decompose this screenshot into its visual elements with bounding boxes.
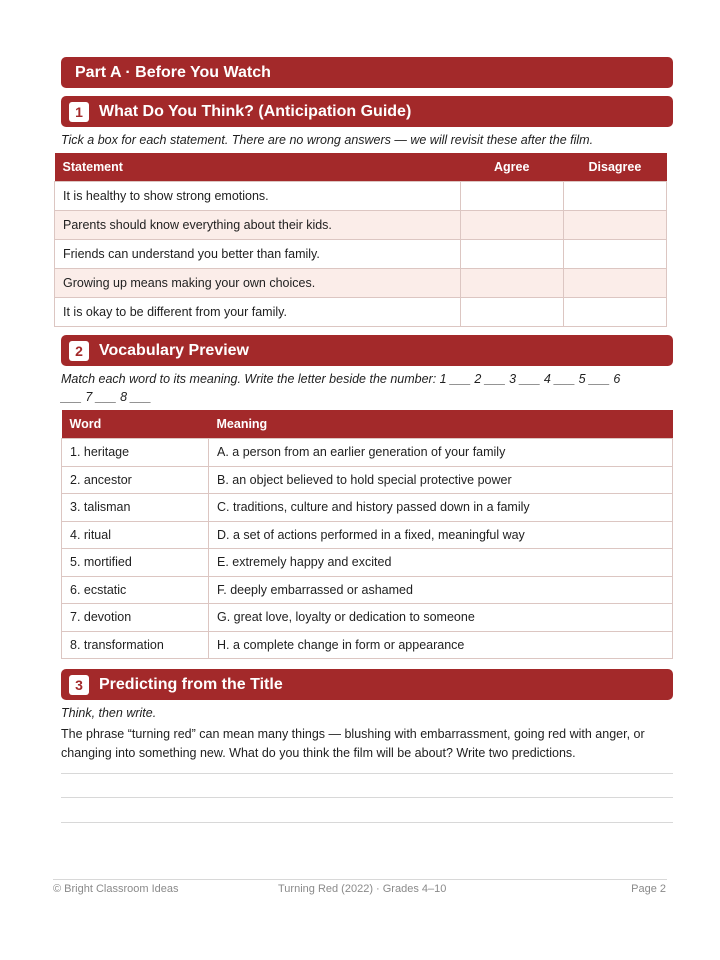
section-2-instructions-line2: ___ 7 ___ 8 ___ [61, 390, 152, 404]
disagree-box[interactable] [563, 269, 666, 298]
table-row [55, 182, 667, 211]
page-number: Page 2 [631, 883, 666, 895]
section-3-prompt: The phrase “turning red” can mean many things — blushing with embarrassment, going red with anger, or changing into something new. What do you think the film will be about? Write two predictions. [61, 727, 645, 760]
disagree-box[interactable] [563, 240, 666, 269]
table-row [62, 466, 673, 494]
word-cell: 5. mortified [62, 549, 209, 577]
meaning-cell: C. traditions, culture and history passed down in a family [209, 494, 673, 522]
table-row [62, 549, 673, 577]
writing-line[interactable] [61, 773, 673, 774]
word-cell: 6. ecstatic [62, 576, 209, 604]
table-row [55, 240, 667, 269]
disagree-box[interactable] [563, 182, 666, 211]
header-word: Word [62, 410, 209, 439]
word-cell: 2. ancestor [62, 466, 209, 494]
anticipation-table [54, 153, 667, 327]
section-1-header [61, 96, 673, 127]
word-cell: 7. devotion [62, 604, 209, 632]
table-row [55, 269, 667, 298]
table-row [55, 298, 667, 327]
section-3-title: Predicting from the Title [99, 675, 283, 693]
section-3-number: 3 [69, 675, 89, 695]
header-agree: Agree [460, 153, 563, 182]
vocabulary-table [61, 410, 673, 659]
word-cell: 1. heritage [62, 439, 209, 467]
statement-cell: Parents should know everything about their kids. [55, 211, 461, 240]
section-2-instructions-line1: Match each word to its meaning. Write the letter beside the number: 1 ___ 2 ___ 3 ___ 4 ___ 5 ___ 6 [61, 372, 621, 386]
header-statement: Statement [55, 153, 461, 182]
table-row [62, 631, 673, 659]
section-1-title: What Do You Think? (Anticipation Guide) [99, 102, 412, 120]
section-2-number: 2 [69, 341, 89, 361]
agree-box[interactable] [460, 240, 563, 269]
table-row [62, 494, 673, 522]
header-meaning: Meaning [209, 410, 673, 439]
table-row [62, 439, 673, 467]
word-cell: 3. talisman [62, 494, 209, 522]
statement-cell: Friends can understand you better than family. [55, 240, 461, 269]
word-cell: 8. transformation [62, 631, 209, 659]
meaning-cell: A. a person from an earlier generation of your family [209, 439, 673, 467]
statement-cell: Growing up means making your own choices. [55, 269, 461, 298]
writing-line[interactable] [61, 822, 673, 823]
meaning-cell: F. deeply embarrassed or ashamed [209, 576, 673, 604]
table-row [62, 521, 673, 549]
meaning-cell: B. an object believed to hold special protective power [209, 466, 673, 494]
section-1-instructions: Tick a box for each statement. There are no wrong answers — we will revisit these after the film. [61, 133, 594, 147]
footer-credit: © Bright Classroom Ideas [53, 883, 179, 895]
part-banner: Part A · Before You Watch [61, 57, 673, 88]
agree-box[interactable] [460, 182, 563, 211]
statement-cell: It is okay to be different from your family. [55, 298, 461, 327]
agree-box[interactable] [460, 298, 563, 327]
word-cell: 4. ritual [62, 521, 209, 549]
meaning-cell: D. a set of actions performed in a fixed, meaningful way [209, 521, 673, 549]
writing-line[interactable] [61, 797, 673, 798]
agree-box[interactable] [460, 269, 563, 298]
footer-rule [53, 879, 667, 880]
disagree-box[interactable] [563, 298, 666, 327]
disagree-box[interactable] [563, 211, 666, 240]
section-2-title: Vocabulary Preview [99, 341, 249, 359]
section-3-instructions: Think, then write. [61, 706, 157, 720]
table-row [62, 576, 673, 604]
table-row [62, 604, 673, 632]
table-row [55, 211, 667, 240]
section-3-header [61, 669, 673, 700]
agree-box[interactable] [460, 211, 563, 240]
section-2-header [61, 335, 673, 366]
header-disagree: Disagree [563, 153, 666, 182]
meaning-cell: G. great love, loyalty or dedication to someone [209, 604, 673, 632]
section-1-number: 1 [69, 102, 89, 122]
meaning-cell: H. a complete change in form or appearance [209, 631, 673, 659]
footer-title: Turning Red (2022) · Grades 4–10 [278, 883, 447, 895]
statement-cell: It is healthy to show strong emotions. [55, 182, 461, 211]
meaning-cell: E. extremely happy and excited [209, 549, 673, 577]
